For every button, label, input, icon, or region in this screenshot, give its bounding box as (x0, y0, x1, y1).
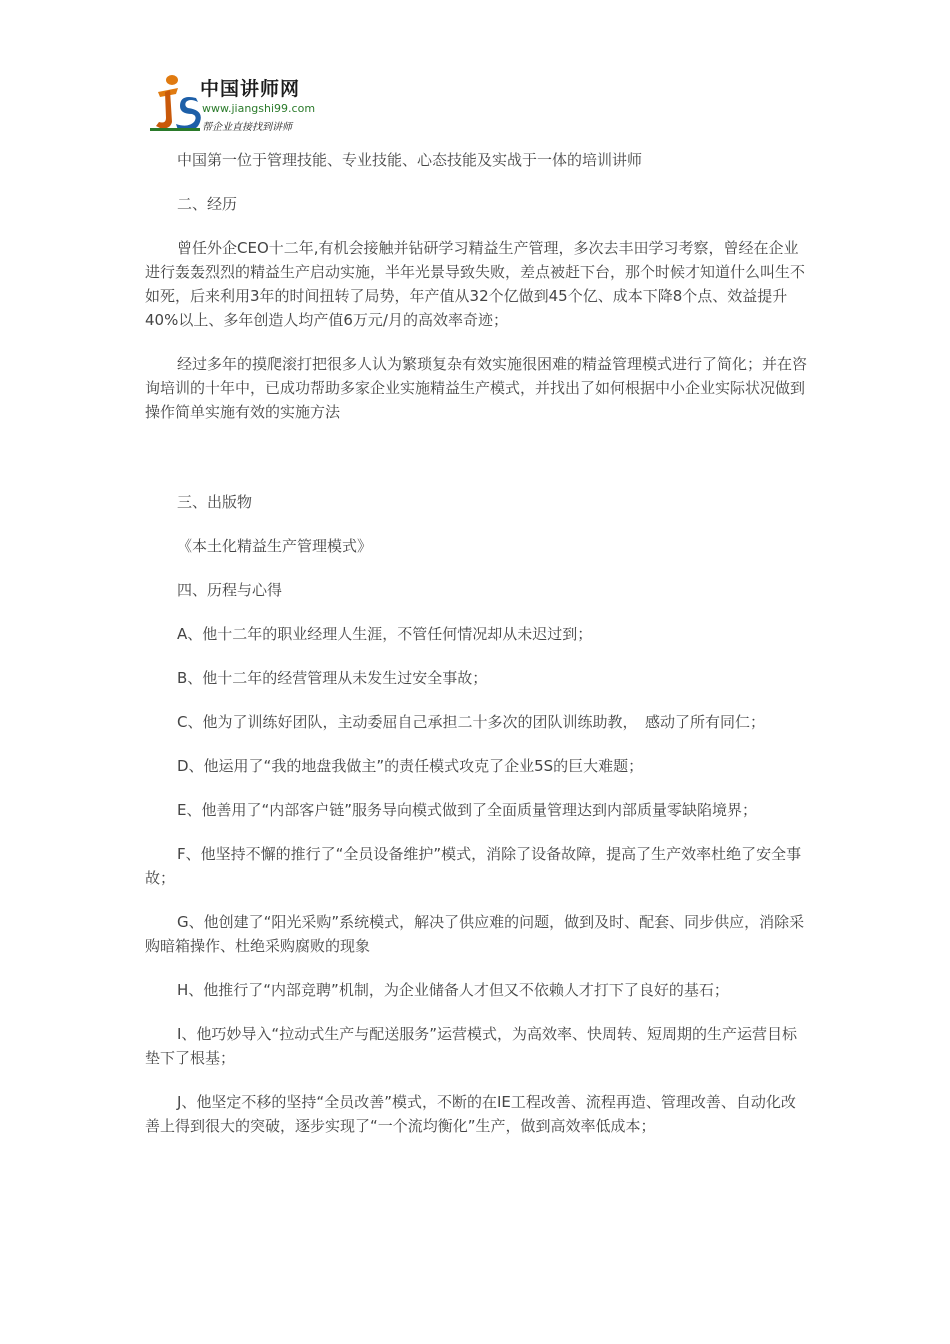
section-heading-journey: 四、历程与心得 (177, 581, 283, 599)
journey-item-f: F、他坚持不懈的推行了“全员设备维护”模式，消除了设备故障，提高了生产效率杜绝了安全事故； (145, 845, 802, 887)
book-title: 《本土化精益生产管理模式》 (177, 537, 373, 555)
experience-paragraph-2: 经过多年的摸爬滚打把很多人认为繁琐复杂有效实施很困难的精益管理模式进行了简化；并在咨询培训的十年中，已成功帮助多家企业实施精益生产模式，并找出了如何根据中小企业实际状况做到操作简单实施有效的实施方法 (145, 355, 808, 421)
section-heading-publications: 三、出版物 (177, 493, 253, 511)
document-body (145, 148, 810, 1138)
logo-slogan: 帮企业直接找到讲师 (202, 122, 292, 133)
logo-title: 中国讲师网 (200, 78, 301, 100)
journey-item-i: I、他巧妙导入“拉动式生产与配送服务”运营模式，为高效率、快周转、短周期的生产运营目标垫下了根基； (145, 1025, 797, 1067)
journey-item-e: E、他善用了“内部客户链”服务导向模式做到了全面质量管理达到内部质量零缺陷境界； (177, 801, 758, 819)
journey-item-d: D、他运用了“我的地盘我做主”的责任模式攻克了企业5S的巨大难题； (177, 757, 644, 775)
journey-item-c: C、他为了训练好团队，主动委屈自己承担二十多次的团队训练助教， 感动了所有同仁； (177, 713, 765, 731)
section-heading-experience: 二、经历 (177, 195, 238, 213)
js-logo-mark-icon (150, 70, 202, 134)
journey-item-b: B、他十二年的经营管理从未发生过安全事故； (177, 669, 488, 687)
journey-item-j: J、他坚定不移的坚持“全员改善”模式，不断的在IE工程改善、流程再造、管理改善、自动化改善上得到很大的突破，逐步实现了“一个流均衡化”生产，做到高效率低成本； (145, 1093, 796, 1135)
intro-paragraph: 中国第一位于管理技能、专业技能、心态技能及实战于一体的培训讲师 (177, 151, 643, 169)
logo-url[interactable]: www.jiangshi99.com (202, 102, 316, 115)
site-logo (150, 70, 340, 136)
journey-item-a: A、他十二年的职业经理人生涯，不管任何情况却从未迟过到； (177, 625, 593, 643)
journey-item-g: G、他创建了“阳光采购”系统模式，解决了供应难的问题，做到及时、配套、同步供应，消除采购暗箱操作、杜绝采购腐败的现象 (145, 913, 805, 955)
experience-paragraph-1: 曾任外企CEO十二年,有机会接触并钻研学习精益生产管理，多次去丰田学习考察，曾经在企业进行轰轰烈烈的精益生产启动实施，半年光景导致失败，差点被赶下台，那个时候才知道什么叫生不如死，后来利用3年的时间扭转了局势，年产值从32个亿做到45个亿、成本下降8个点、效益提升40%以上、多年创造人均产值6万元/月的高效率奇迹； (145, 239, 806, 329)
journey-item-h: H、他推行了“内部竞聘”机制，为企业储备人才但又不依赖人才打下了良好的基石； (177, 981, 729, 999)
